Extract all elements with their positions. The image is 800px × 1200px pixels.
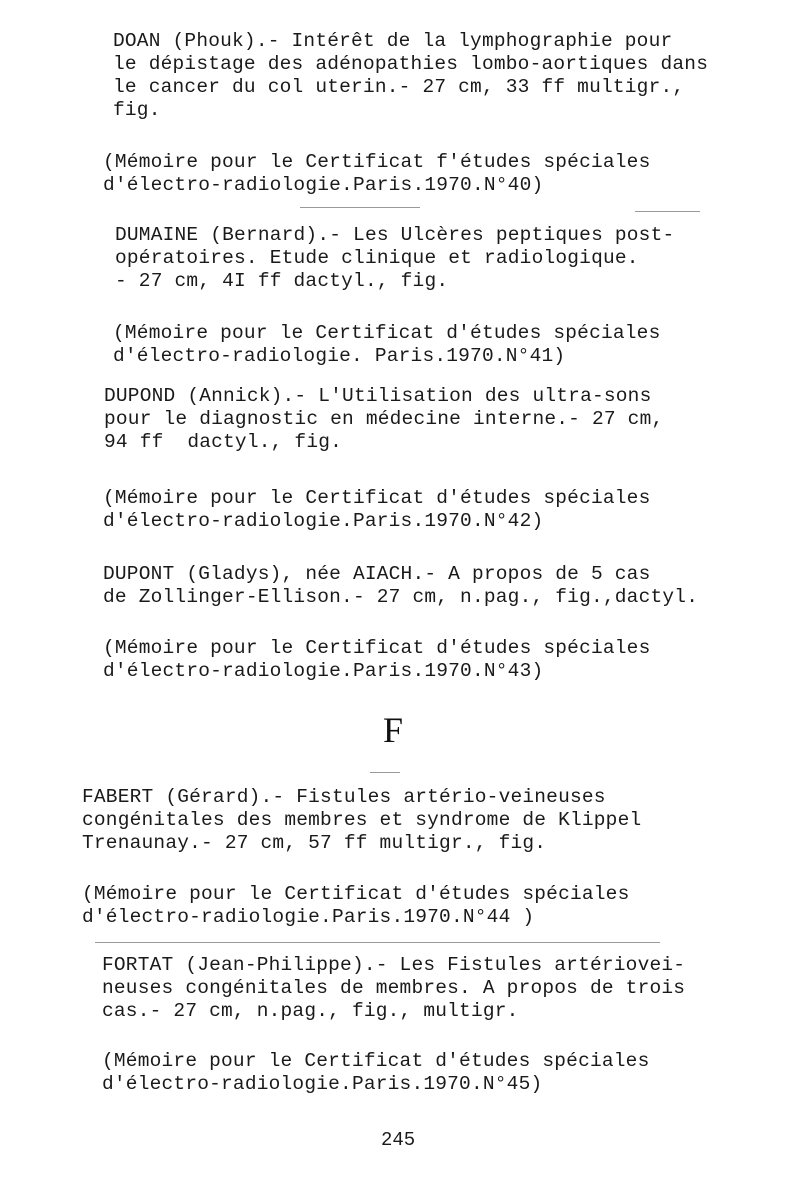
note-line: (Mémoire pour le Certificat d'études spéciales bbox=[103, 487, 651, 509]
entry-line: fig. bbox=[113, 99, 161, 121]
note-line: (Mémoire pour le Certificat d'études spéciales bbox=[113, 322, 661, 344]
note-dupont bbox=[103, 637, 651, 683]
note-doan bbox=[103, 151, 651, 197]
note-line: d'électro-radiologie.Paris.1970.N°42) bbox=[103, 510, 544, 532]
divider-rule bbox=[370, 772, 400, 773]
entry-line: DOAN (Phouk).- Intérêt de la lymphographie pour bbox=[113, 30, 673, 52]
note-fabert bbox=[82, 883, 630, 929]
entry-fabert bbox=[82, 786, 641, 855]
entry-line: le cancer du col uterin.- 27 cm, 33 ff multigr., bbox=[113, 76, 685, 98]
entry-line: - 27 cm, 4I ff dactyl., fig. bbox=[115, 270, 449, 292]
entry-dupond bbox=[104, 385, 663, 454]
note-line: (Mémoire pour le Certificat d'études spéciales bbox=[102, 1050, 650, 1072]
entry-dumaine bbox=[115, 224, 674, 293]
note-line: (Mémoire pour le Certificat f'études spéciales bbox=[103, 151, 651, 173]
entry-fortat bbox=[102, 954, 685, 1023]
entry-line: DUMAINE (Bernard).- Les Ulcères peptiques post- bbox=[115, 224, 675, 246]
entry-line: Trenaunay.- 27 cm, 57 ff multigr., fig. bbox=[82, 832, 547, 854]
divider-rule bbox=[300, 207, 420, 208]
entry-line: 94 ff dactyl., fig. bbox=[104, 431, 343, 453]
note-line: d'électro-radiologie.Paris.1970.N°44 ) bbox=[82, 906, 535, 928]
note-fortat bbox=[102, 1050, 650, 1096]
note-line: d'électro-radiologie. Paris.1970.N°41) bbox=[113, 345, 566, 367]
entry-line: FORTAT (Jean-Philippe).- Les Fistules artériovei- bbox=[102, 954, 686, 976]
entry-line: le dépistage des adénopathies lombo-aortiques dans bbox=[113, 53, 709, 75]
entry-doan bbox=[113, 30, 708, 122]
section-letter: F bbox=[383, 710, 404, 750]
note-line: d'électro-radiologie.Paris.1970.N°45) bbox=[102, 1073, 543, 1095]
entry-line: DUPOND (Annick).- L'Utilisation des ultra-sons bbox=[104, 385, 652, 407]
entry-line: opératoires. Etude clinique et radiologique. bbox=[115, 247, 639, 269]
entry-line: neuses congénitales de membres. A propos de trois bbox=[102, 977, 686, 999]
entry-line: congénitales des membres et syndrome de Klippel bbox=[82, 809, 642, 831]
note-dupond bbox=[103, 487, 651, 533]
note-line: (Mémoire pour le Certificat d'études spéciales bbox=[103, 637, 651, 659]
page-number: 245 bbox=[381, 1129, 416, 1151]
divider-rule bbox=[635, 211, 700, 212]
note-line: (Mémoire pour le Certificat d'études spéciales bbox=[82, 883, 630, 905]
divider-rule bbox=[95, 942, 660, 943]
entry-line: DUPONT (Gladys), née AIACH.- A propos de 5 cas bbox=[103, 563, 651, 585]
note-line: d'électro-radiologie.Paris.1970.N°40) bbox=[103, 174, 544, 196]
entry-line: FABERT (Gérard).- Fistules artério-veineuses bbox=[82, 786, 606, 808]
entry-line: pour le diagnostic en médecine interne.- 27 cm, bbox=[104, 408, 664, 430]
note-dumaine bbox=[113, 322, 661, 368]
entry-line: de Zollinger-Ellison.- 27 cm, n.pag., fig.,dactyl. bbox=[103, 586, 699, 608]
entry-dupont bbox=[103, 563, 698, 609]
entry-line: cas.- 27 cm, n.pag., fig., multigr. bbox=[102, 1000, 519, 1022]
note-line: d'électro-radiologie.Paris.1970.N°43) bbox=[103, 660, 544, 682]
